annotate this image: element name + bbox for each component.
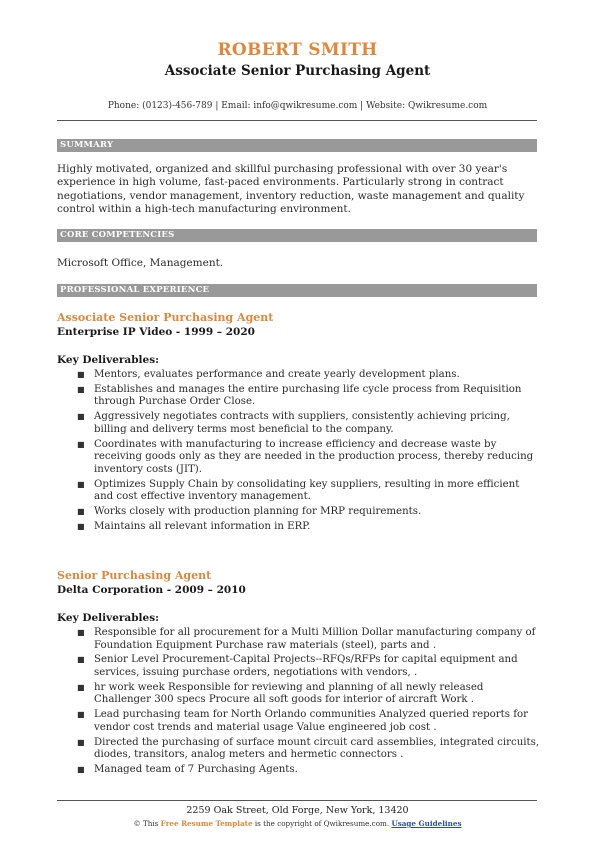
bullet-icon: ■ <box>77 479 85 489</box>
bullet-icon: ■ <box>77 384 85 394</box>
list-item <box>57 439 541 477</box>
job-bullets <box>57 627 541 779</box>
copyright-prefix: © This <box>133 819 159 828</box>
experience-heading: PROFESSIONAL EXPERIENCE <box>57 284 537 297</box>
job-company: Enterprise IP Video - 1999 – 2020 <box>57 326 255 338</box>
bullet-icon: ■ <box>77 710 85 720</box>
bullet-text: Managed team of 7 Purchasing Agents. <box>94 763 298 775</box>
header-divider <box>57 120 537 121</box>
contact-line: Phone: (0123)-456-789 | Email: info@qwikresume.com | Website: Qwikresume.com <box>107 101 488 111</box>
usage-guidelines-link[interactable]: Usage Guidelines <box>391 819 462 828</box>
bullet-text: Works closely with production planning for MRP requirements. <box>94 505 422 517</box>
job-company: Delta Corporation - 2009 – 2010 <box>57 584 246 596</box>
free-resume-template-link[interactable]: Free Resume Template <box>160 819 253 828</box>
bullet-text: Optimizes Supply Chain by consolidating key suppliers, resulting in more efficient and cost effective inventory management. <box>94 478 520 503</box>
list-item <box>57 369 541 382</box>
bullet-icon: ■ <box>77 655 85 665</box>
summary-text: Highly motivated, organized and skillful purchasing professional with over 30 year's experience in high volume, fast-paced environments. Particularly strong in contract negotiations, vendor management, inventory reduction, waste management and quality control within a high-tech manufacturing environment. <box>57 163 525 216</box>
bullet-text: Maintains all relevant information in ERP. <box>94 520 311 532</box>
list-item <box>57 479 541 504</box>
list-item <box>57 506 541 519</box>
bullet-text: Senior Level Procurement-Capital Projects--RFQs/RFPs for capital equipment and services, issuing purchase orders, negotiations with vendors, . <box>94 654 518 678</box>
list-item <box>57 411 541 436</box>
list-item <box>57 384 541 409</box>
bullet-text: Lead purchasing team for North Orlando communities Analyzed queried reports for vendor cost trends and material usage Value engineered job cost . <box>94 709 528 733</box>
bullet-text: Establishes and manages the entire purchasing life cycle process from Requisition through Purchase Order Close. <box>94 383 522 408</box>
list-item <box>57 682 541 707</box>
footer-copyright <box>0 819 595 828</box>
bullet-icon: ■ <box>77 628 85 637</box>
job-title: Associate Senior Purchasing Agent <box>57 311 274 324</box>
bullet-icon: ■ <box>77 764 85 774</box>
bullet-text: Aggressively negotiates contracts with suppliers, consistently achieving pricing, billing and delivery terms most beneficial to the company. <box>94 411 510 435</box>
competencies-text: Microsoft Office, Management. <box>57 257 224 269</box>
candidate-role: Associate Senior Purchasing Agent <box>164 63 431 79</box>
competencies-heading: CORE COMPETENCIES <box>57 229 537 242</box>
bullet-icon: ■ <box>77 682 85 692</box>
key-deliverables-label: Key Deliverables: <box>57 612 160 624</box>
list-item <box>57 654 541 679</box>
summary-heading: SUMMARY <box>57 139 537 152</box>
bullet-text: hr work week Responsible for reviewing and planning of all newly released Challenger 300 specs Procure all soft goods for interior of aircraft Work . <box>94 681 484 706</box>
bullet-text: Responsible for all procurement for a Multi Million Dollar manufacturing company of Foundation Equipment Purchase raw materials (steel), parts and . <box>94 627 536 651</box>
bullet-icon: ■ <box>77 506 85 516</box>
bullet-text: Mentors, evaluates performance and create yearly development plans. <box>94 369 460 380</box>
copyright-middle: is the copyright of Qwikresume.com. <box>254 819 390 828</box>
bullet-text: Coordinates with manufacturing to increase efficiency and decrease waste by receiving goods only as they are needed in the production process, thereby reducing inventory costs (JIT). <box>94 438 534 475</box>
bullet-text: Directed the purchasing of surface mount circuit card assemblies, integrated circuits, diodes, transitors, analog meters and hermetic connectors . <box>94 736 540 761</box>
bullet-icon: ■ <box>77 521 85 531</box>
list-item <box>57 764 541 777</box>
bullet-icon: ■ <box>77 412 85 422</box>
list-item <box>57 709 541 734</box>
candidate-name: ROBERT SMITH <box>217 40 378 60</box>
list-item <box>57 737 541 762</box>
bullet-icon: ■ <box>77 737 85 747</box>
key-deliverables-label: Key Deliverables: <box>57 354 160 366</box>
bullet-icon: ■ <box>77 439 85 449</box>
job-bullets <box>57 369 541 536</box>
list-item <box>57 627 541 652</box>
list-item <box>57 521 541 534</box>
job-title: Senior Purchasing Agent <box>57 569 212 582</box>
footer-address: 2259 Oak Street, Old Forge, New York, 13420 <box>186 805 409 816</box>
footer-divider <box>57 800 537 801</box>
bullet-icon: ■ <box>77 370 85 379</box>
